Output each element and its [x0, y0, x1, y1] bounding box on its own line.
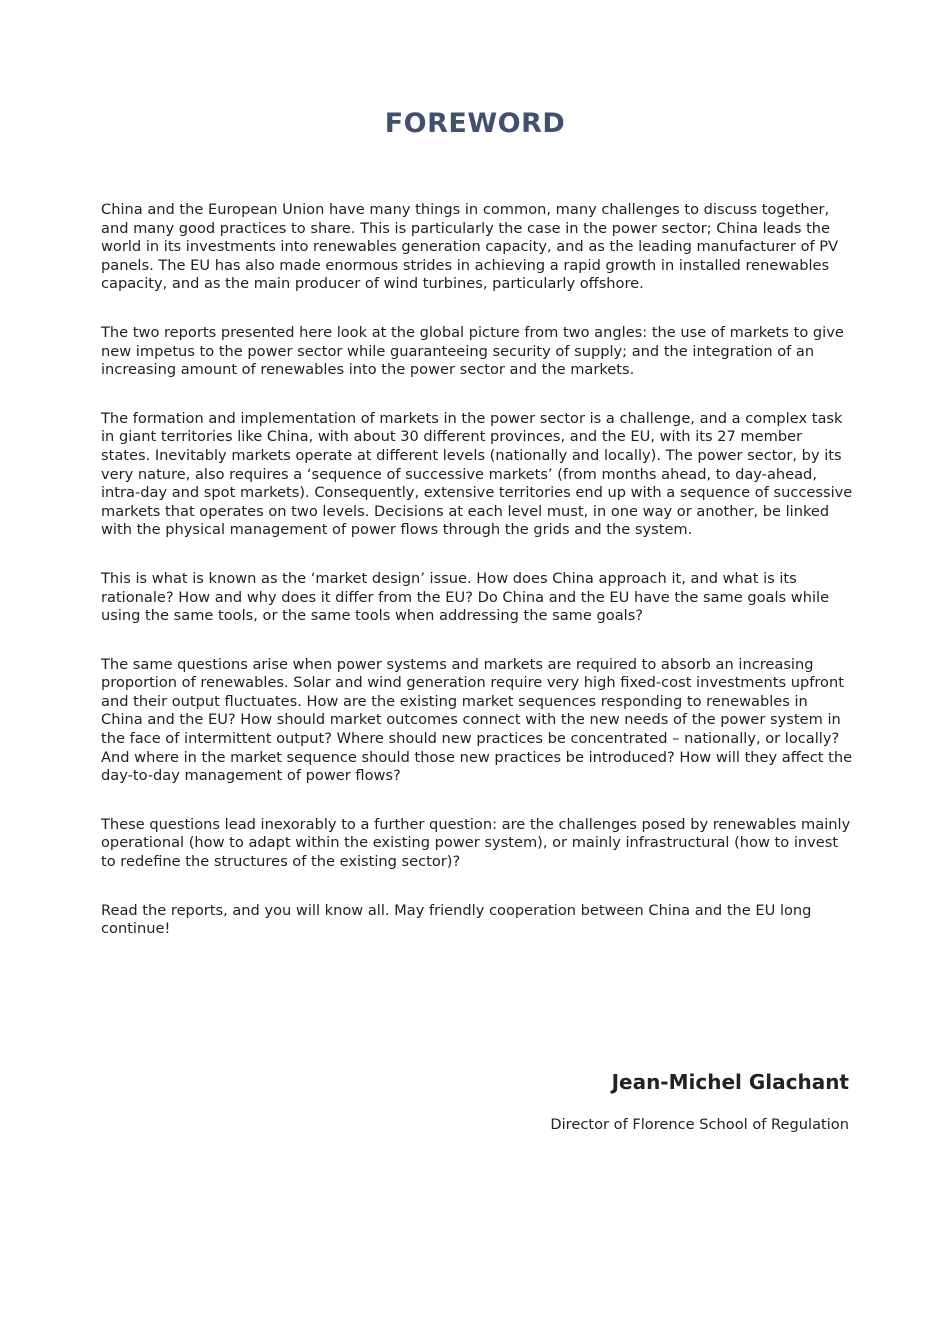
paragraph-5: The same questions arise when power systems and markets are required to absorb an increasing proportion of renewables. Solar and wind generation require very high fixed-cost investments upfront and their output fluctuates. How are the existing market sequences responding to renewables in China and the EU? How should market outcomes connect with the new needs of the power system in the face of intermittent output? Where should new practices be concentrated – nationally, or locally? And where in the market sequence should those new practices be introduced? How will they affect the day-to-day management of power flows? — [101, 655, 853, 785]
foreword-body — [101, 201, 853, 939]
paragraph-2: The two reports presented here look at the global picture from two angles: the use of markets to give new impetus to the power sector while guaranteeing security of supply; and the integration of an increasing amount of renewables into the power sector and the markets. — [101, 323, 844, 379]
paragraph-6: These questions lead inexorably to a further question: are the challenges posed by renewables mainly operational (how to adapt within the existing power system), or mainly infrastructural (how to invest to redefine the structures of the existing sector)? — [101, 815, 851, 871]
signatory-name: Jean-Michel Glachant — [611, 1070, 849, 1094]
signature-block — [550, 1070, 849, 1133]
signatory-role: Director of Florence School of Regulation — [550, 1116, 849, 1133]
page-title: FOREWORD — [384, 108, 566, 139]
paragraph-4: This is what is known as the ‘market design’ issue. How does China approach it, and what is its rationale? How and why does it differ from the EU? Do China and the EU have the same goals while using the same tools, or the same tools when addressing the same goals? — [101, 569, 830, 625]
paragraph-3: The formation and implementation of markets in the power sector is a challenge, and a complex task in giant territories like China, with about 30 different provinces, and the EU, with its 27 member states. Inevitably markets operate at different levels (nationally and locally). The power sector, by its very nature, also requires a ‘sequence of successive markets’ (from months ahead, to day-ahead, intra-day and spot markets). Consequently, extensive territories end up with a sequence of successive markets that operates on two levels. Decisions at each level must, in one way or another, be linked with the physical management of power flows through the grids and the system. — [101, 409, 853, 539]
paragraph-7: Read the reports, and you will know all. May friendly cooperation between China and the EU long continue! — [101, 901, 812, 938]
paragraph-1: China and the European Union have many things in common, many challenges to discuss together, and many good practices to share. This is particularly the case in the power sector; China leads the world in its investments into renewables generation capacity, and as the leading manufacturer of PV panels. The EU has also made enormous strides in achieving a rapid growth in installed renewables capacity, and as the main producer of wind turbines, particularly offshore. — [101, 201, 839, 293]
